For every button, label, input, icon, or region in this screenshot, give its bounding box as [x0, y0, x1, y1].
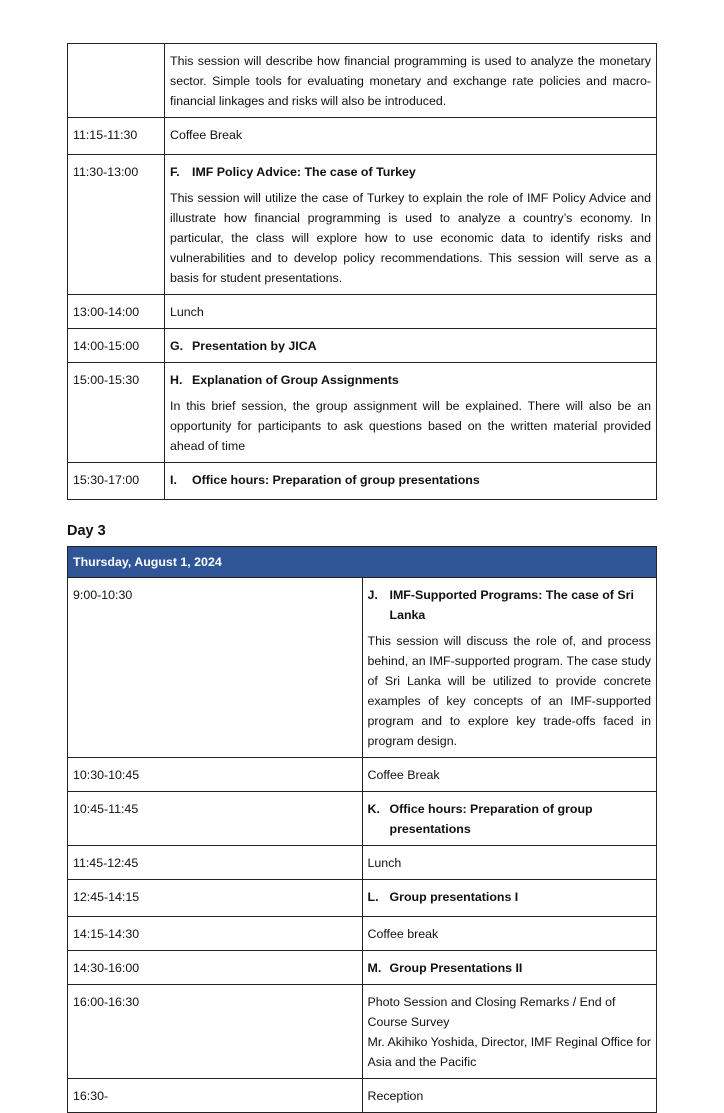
session-heading [368, 585, 652, 625]
description-cell [165, 118, 657, 155]
table-row [68, 463, 657, 500]
session-title: Reception [367, 1089, 424, 1103]
day-heading: Day 3 [67, 523, 106, 539]
session-title: Explanation of Group Assignments [192, 373, 399, 387]
description-cell [362, 880, 657, 917]
table-row [68, 951, 657, 985]
session-title: Office hours: Preparation of group presentations [389, 802, 593, 836]
time-cell: 10:30-10:45 [68, 758, 363, 792]
session-heading [170, 162, 651, 182]
description-cell [165, 295, 657, 329]
time-cell: 14:00-15:00 [68, 329, 165, 363]
session-description: This session will utilize the case of Turkey to explain the role of IMF Policy Advice and illustrate how financial programming is used to analyze a country’s economy. In particular, the class will explore how to use economic data to identify risks and vulnerabilities and to develop policy recommendations. This session will serve as a basis for student presentations. [170, 191, 651, 285]
session-title: Presentation by JICA [192, 339, 317, 353]
session-title: Coffee break [367, 927, 439, 941]
date-header-row [68, 547, 657, 578]
time-cell: 12:45-14:15 [68, 880, 363, 917]
table-row [68, 758, 657, 792]
session-heading [368, 887, 652, 907]
schedule-table-day3 [67, 546, 657, 1113]
session-letter: F. [170, 165, 180, 179]
schedule-table-day2 [67, 43, 657, 500]
description-cell [165, 463, 657, 500]
session-letter: G. [170, 339, 184, 353]
description-cell [362, 846, 657, 880]
table-row [68, 363, 657, 463]
time-cell: 10:45-11:45 [68, 792, 363, 846]
description-cell [362, 951, 657, 985]
description-cell [165, 155, 657, 295]
description-cell [362, 1079, 657, 1113]
session-title: Photo Session and Closing Remarks / End of Course Survey [367, 995, 616, 1029]
session-title: Group Presentations II [389, 961, 523, 975]
time-cell: 15:00-15:30 [68, 363, 165, 463]
table-row [68, 792, 657, 846]
speaker-line: Mr. Akihiko Yoshida, Director, IMF Reginal Office for Asia and the Pacific [367, 1035, 651, 1069]
session-letter: J. [367, 588, 378, 602]
time-cell [68, 44, 165, 118]
session-description: This session will discuss the role of, and process behind, an IMF-supported program. The case study of Sri Lanka will be utilized to provide concrete examples of key concepts of an IMF-supported program and to explore key trade-offs faced in program design. [367, 634, 651, 748]
session-title: IMF-Supported Programs: The case of Sri Lanka [389, 588, 634, 622]
description-cell [165, 363, 657, 463]
description-cell [362, 758, 657, 792]
time-cell: 15:30-17:00 [68, 463, 165, 500]
session-title: Group presentations I [389, 890, 519, 904]
description-cell [362, 578, 657, 758]
session-letter: L. [367, 890, 379, 904]
description-cell [165, 44, 657, 118]
time-cell: 11:15-11:30 [68, 118, 165, 155]
description-cell [362, 917, 657, 951]
table-row [68, 118, 657, 155]
time-cell: 14:30-16:00 [68, 951, 363, 985]
time-cell: 11:30-13:00 [68, 155, 165, 295]
session-heading [170, 470, 651, 490]
session-title: Coffee Break [170, 128, 243, 142]
time-cell: 9:00-10:30 [68, 578, 363, 758]
table-row [68, 1079, 657, 1113]
session-heading [170, 370, 651, 390]
table-row [68, 155, 657, 295]
session-letter: M. [367, 961, 382, 975]
time-cell: 16:00-16:30 [68, 985, 363, 1079]
table-row [68, 985, 657, 1079]
session-letter: K. [367, 802, 380, 816]
session-title: Lunch [367, 856, 402, 870]
session-title: Office hours: Preparation of group presentations [192, 473, 480, 487]
description-cell [362, 985, 657, 1079]
table-row [68, 846, 657, 880]
session-heading [368, 958, 652, 978]
session-title: Coffee Break [367, 768, 440, 782]
description-cell [362, 792, 657, 846]
session-description: This session will describe how financial programming is used to analyze the monetary sector. Simple tools for evaluating monetary and exchange rate policies and macro-financial linkages and risks will also be introduced. [170, 54, 651, 108]
session-letter: I. [170, 473, 177, 487]
table-row [68, 295, 657, 329]
session-title: IMF Policy Advice: The case of Turkey [192, 165, 416, 179]
session-heading [170, 336, 651, 356]
session-letter: H. [170, 373, 183, 387]
session-title: Lunch [170, 305, 204, 319]
table-row [68, 329, 657, 363]
time-cell: 16:30- [68, 1079, 363, 1113]
table-row [68, 578, 657, 758]
table-row [68, 917, 657, 951]
table-row [68, 880, 657, 917]
description-cell [165, 329, 657, 363]
time-cell: 14:15-14:30 [68, 917, 363, 951]
session-heading [368, 799, 652, 839]
time-cell: 13:00-14:00 [68, 295, 165, 329]
session-description: In this brief session, the group assignment will be explained. There will also be an opportunity for participants to ask questions based on the written material provided ahead of time [170, 399, 651, 453]
time-cell: 11:45-12:45 [68, 846, 363, 880]
date-header: Thursday, August 1, 2024 [68, 547, 657, 578]
table-row [68, 44, 657, 118]
